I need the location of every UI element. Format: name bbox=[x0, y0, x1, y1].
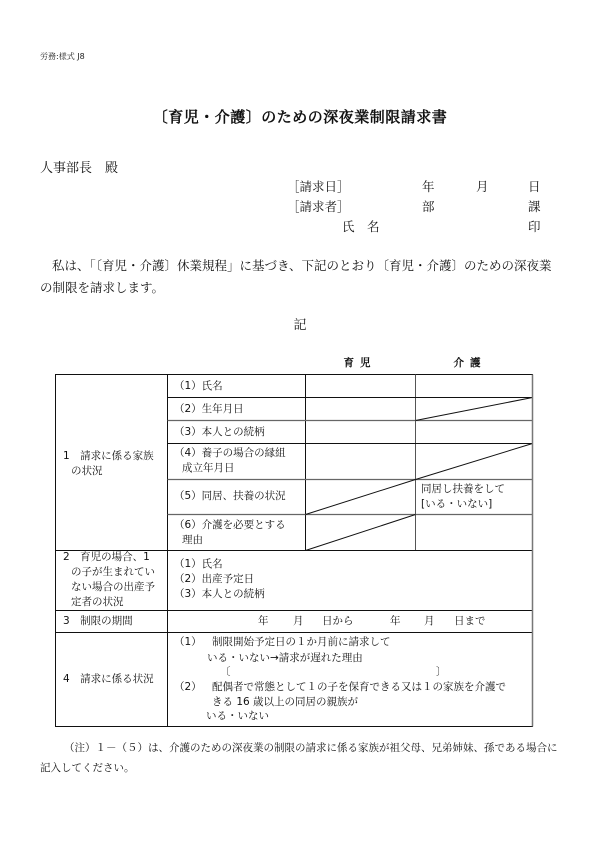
period-to-year: 年 bbox=[390, 615, 401, 627]
request-date-label: ［請求日］ bbox=[287, 179, 350, 194]
requester-label: ［請求者］ bbox=[287, 199, 350, 214]
nursing-relationship-field[interactable] bbox=[416, 421, 532, 443]
column-header-nursing: 介護 bbox=[453, 357, 487, 369]
period-from-year: 年 bbox=[258, 615, 269, 627]
row-label-cohabitation: （5）同居、扶養の状況 bbox=[174, 490, 286, 502]
slash-childcare-cohabit bbox=[306, 480, 416, 515]
request-date-year: 年 bbox=[422, 179, 435, 194]
slash-childcare-reason bbox=[306, 515, 416, 551]
footnote: （注）１－（５）は、介護のための深夜業の制限の請求に係る家族が祖父母、兄弟姉妹、孫である場合に記入してください。 bbox=[40, 742, 558, 774]
slash-nursing-birthdate bbox=[416, 398, 533, 421]
column-header-childcare: 育児 bbox=[343, 357, 377, 369]
row-label-birthdate: （2）生年月日 bbox=[174, 403, 244, 415]
section1-label: 1 請求に係る家族 の状況 bbox=[63, 450, 154, 477]
section2-label: 2 育児の場合、1 の子が生まれてい ない場合の出産予 定者の状況 bbox=[63, 551, 155, 608]
seal-mark: 印 bbox=[528, 219, 541, 234]
expected-birth-date: （2）出産予定日 bbox=[174, 573, 255, 585]
section4-label: 4 請求に係る状況 bbox=[63, 673, 154, 685]
section4-item1-line1: 制限開始予定日の１か月前に請求して bbox=[212, 636, 391, 648]
row-label-care-reason: （6）介護を必要とする 理由 bbox=[174, 519, 286, 546]
period-from-month: 月 bbox=[293, 615, 304, 627]
requester-section: 課 bbox=[528, 199, 541, 214]
section4-item2-num: （2） bbox=[174, 681, 202, 693]
section4-item2-line2: きる 16 歳以上の同居の親族が bbox=[212, 696, 359, 708]
expected-parent-name: （1）氏名 bbox=[174, 558, 223, 570]
slash-nursing-adoption bbox=[416, 444, 533, 480]
delay-reason-bracket-open: 〔 bbox=[220, 666, 231, 678]
section2-items[interactable] bbox=[174, 557, 265, 602]
section4-item1-num: （1） bbox=[174, 636, 202, 648]
period-from-day: 日から bbox=[322, 615, 354, 627]
expected-parent-relationship: （3）本人との続柄 bbox=[174, 588, 265, 600]
nursing-cohabitation-status[interactable]: 同居し扶養をして [いる・いない] bbox=[421, 483, 505, 510]
nursing-care-reason-field[interactable] bbox=[416, 515, 532, 550]
addressee: 人事部長 殿 bbox=[40, 161, 119, 176]
delay-reason-field[interactable] bbox=[232, 665, 432, 679]
name-label: 氏 名 bbox=[342, 219, 380, 234]
section4-item2-line1: 配偶者で常態として１の子を保育できる又は１の家族を介護で bbox=[212, 681, 506, 693]
ki-heading: 記 bbox=[293, 318, 307, 333]
requester-dept: 部 bbox=[422, 199, 435, 214]
delay-reason-bracket-close: 〕 bbox=[436, 666, 447, 678]
childcare-name-field[interactable] bbox=[306, 375, 415, 397]
row-label-relationship: （3）本人との続柄 bbox=[174, 426, 265, 438]
row-label-adoption-date: （4）養子の場合の縁組 成立年月日 bbox=[174, 447, 286, 474]
request-date-month: 月 bbox=[476, 179, 489, 194]
request-date-day: 日 bbox=[528, 179, 541, 194]
period-to-day: 日まで bbox=[454, 615, 486, 627]
row-label-name: （1）氏名 bbox=[174, 380, 223, 392]
nursing-name-field[interactable] bbox=[416, 375, 532, 397]
section4-advance-request-choice[interactable]: いる・いない→請求が遅れた理由 bbox=[207, 652, 363, 664]
request-body-text: 私は、「〔育児・介護〕休業規程」に基づき、下記のとおり〔育児・介護〕のための深夜業の制限を請求します。 bbox=[40, 258, 552, 295]
form-code: 労務:様式 J8 bbox=[40, 52, 85, 61]
childcare-birthdate-field[interactable] bbox=[306, 398, 415, 420]
document-title: 〔育児・介護〕のための深夜業制限請求書 bbox=[152, 108, 448, 126]
childcare-relationship-field[interactable] bbox=[306, 421, 415, 443]
section3-label: 3 制限の期間 bbox=[63, 615, 133, 627]
period-to-month: 月 bbox=[424, 615, 435, 627]
section4-cohabiting-relative-choice[interactable]: いる・いない bbox=[206, 710, 269, 722]
childcare-adoption-date-field[interactable] bbox=[306, 444, 415, 479]
